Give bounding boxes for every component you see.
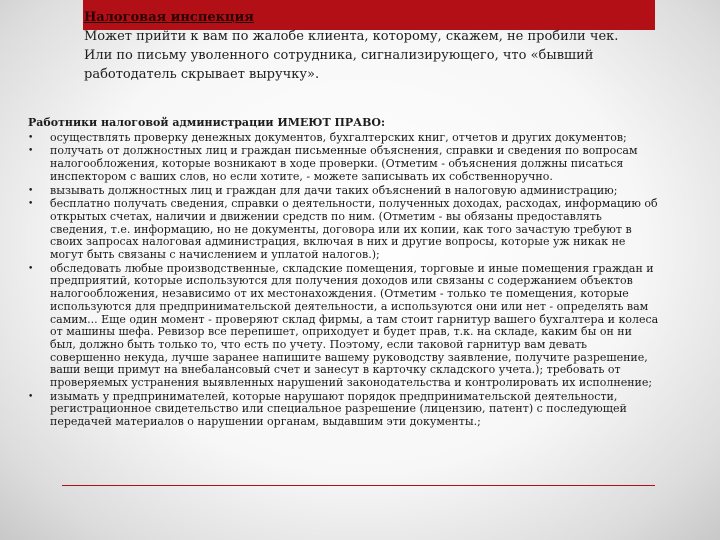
bullet-icon: •	[28, 146, 34, 157]
bullet-icon: •	[28, 185, 34, 196]
header-line-2: Или по письму уволенного сотрудника, сигнализирующего, что «бывший	[84, 48, 594, 63]
list-item-text: осуществлять проверку денежных документов, бухгалтерских книг, отчетов и других документов;	[50, 130, 627, 144]
list-item-text: изымать у предпринимателей, которые нарушают порядок предпринимательской деятельности, регистрационное свидетельство или специальное разрешение (лицензию, патент) с последующей передачей материалов о нарушении органам, выдавшим эти документы.;	[50, 389, 627, 429]
list-item-text: получать от должностных лиц и граждан письменные объяснения, справки и сведения по вопросам налогообложения, которые возникают в ходе проверки. (Отметим - объяснения должны писаться инспектором с ваших слов, но если хотите, - можете записывать их собственноручно.	[50, 144, 638, 183]
header-block	[84, 8, 684, 84]
list-item	[28, 391, 660, 429]
list-item	[28, 263, 660, 390]
bullet-icon: •	[28, 199, 34, 210]
list-item	[28, 145, 660, 183]
header-line-3: работодатель скрывает выручку».	[84, 67, 320, 82]
rights-section	[28, 117, 660, 430]
bullet-icon: •	[28, 391, 34, 402]
rights-title: Работники налоговой администрации ИМЕЮТ ПРАВО:	[28, 116, 386, 129]
header-line-1: Может прийти к вам по жалобе клиента, которому, скажем, не пробили чек.	[84, 29, 619, 44]
bottom-divider	[62, 485, 655, 486]
list-item-text: вызывать должностных лиц и граждан для дачи таких объяснений в налоговую администрацию;	[50, 183, 618, 197]
bullet-icon: •	[28, 263, 34, 274]
list-item	[28, 198, 660, 262]
bullet-icon: •	[28, 132, 34, 143]
list-item	[28, 185, 660, 198]
header-title: Налоговая инспекция	[84, 10, 254, 25]
rights-list	[28, 132, 660, 429]
list-item-text: обследовать любые производственные, складские помещения, торговые и иные помещения граждан и предприятий, которые используются для получения доходов или связаны с содержанием объектов налогообложения, независимо от их местонахождения. (Отметим - только те помещения, которые используются для предпринимательской деятельности, а используются они или нет - определять вам самим... Еще один момент - проверяют склад фирмы, а там стоит гарнитур вашего бухгалтера и колеса от машины шефа. Ревизор все перепишет, оприходует и будет прав, т.к. на складе, каким бы он ни был, должно быть только то, что есть по учету. Поэтому, если таковой гарнитур вам девать совершенно некуда, лучше заранее напишите вашему руководству заявление, получите разрешение, ваши вещи примут на внебалансовый счет и занесут в карточку складского учета.); требовать от проверяемых устранения выявленных нарушений законодательства и контролировать их исполнение;	[50, 261, 659, 390]
list-item	[28, 132, 660, 145]
list-item-text: бесплатно получать сведения, справки о деятельности, полученных доходах, расходах, информацию об открытых счетах, наличии и движении средств по ним. (Отметим - вы обязаны предоставлять сведения, т.е. информацию, но не документы, договора или их копии, как того зачастую требуют в своих запросах налоговая администрация, включая в них и другие вопросы, которые уж никак не могут быть связаны с начислением и уплатой налогов.);	[50, 197, 658, 262]
